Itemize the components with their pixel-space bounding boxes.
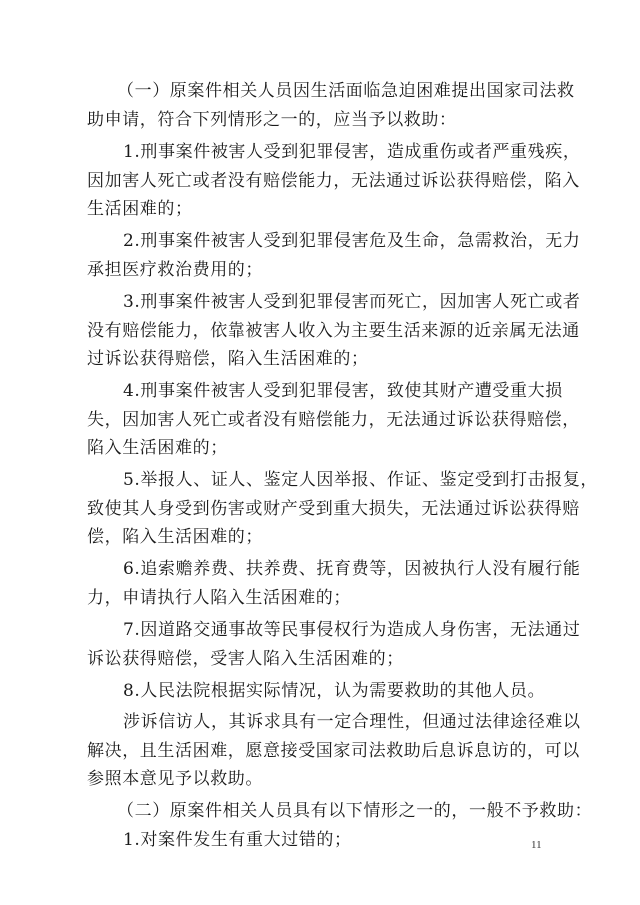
text-line: 失，因加害人死亡或者没有赔偿能力，无法通过诉讼获得赔偿， [87, 410, 580, 430]
text-line: 6.追索赡养费、扶养费、抚育费等，因被执行人没有履行能 [123, 559, 581, 579]
text-line: 3.刑事案件被害人受到犯罪侵害而死亡，因加害人死亡或者 [123, 292, 581, 312]
text-line: 力，申请执行人陷入生活困难的； [87, 588, 351, 608]
text-line: 解决，且生活困难，愿意接受国家司法救助后息诉息访的，可以 [87, 741, 580, 761]
text-line: 涉诉信访人，其诉求具有一定合理性，但通过法律途径难以 [123, 712, 581, 732]
text-line: 诉讼获得赔偿，受害人陷入生活困难的； [87, 649, 404, 669]
text-line: 生活困难的； [87, 199, 193, 219]
text-line: 8.人民法院根据实际情况，认为需要救助的其他人员。 [123, 681, 546, 701]
text-line: 4.刑事案件被害人受到犯罪侵害，致使其财产遭受重大损 [123, 381, 563, 401]
text-line: 致使其人身受到伤害或财产受到重大损失，无法通过诉讼获得赔 [87, 499, 580, 519]
text-line: （一）原案件相关人员因生活面临急迫困难提出国家司法救 [117, 81, 575, 101]
text-line: 承担医疗救治费用的； [87, 260, 263, 280]
text-line: 过诉讼获得赔偿，陷入生活困难的； [87, 349, 369, 369]
text-line: 2.刑事案件被害人受到犯罪侵害危及生命，急需救治，无力 [123, 231, 581, 251]
text-line: 偿，陷入生活困难的； [87, 527, 263, 547]
text-line: 助申请，符合下列情形之一的，应当予以救助： [87, 110, 457, 130]
page-number: 11 [531, 839, 542, 851]
text-line: 没有赔偿能力，依靠被害人收入为主要生活来源的近亲属无法通 [87, 321, 580, 341]
text-line: 1.对案件发生有重大过错的； [123, 830, 352, 850]
text-line: 因加害人死亡或者没有赔偿能力，无法通过诉讼获得赔偿，陷入 [87, 171, 580, 191]
text-line: 参照本意见予以救助。 [87, 769, 263, 789]
text-line: 7.因道路交通事故等民事侵权行为造成人身伤害，无法通过 [123, 620, 581, 640]
text-line: 1.刑事案件被害人受到犯罪侵害，造成重伤或者严重残疾， [123, 142, 581, 162]
text-line: 陷入生活困难的； [87, 438, 228, 458]
text-line: （二）原案件相关人员具有以下情形之一的，一般不予救助： [117, 801, 593, 821]
text-line: 5.举报人、证人、鉴定人因举报、作证、鉴定受到打击报复， [123, 470, 599, 490]
